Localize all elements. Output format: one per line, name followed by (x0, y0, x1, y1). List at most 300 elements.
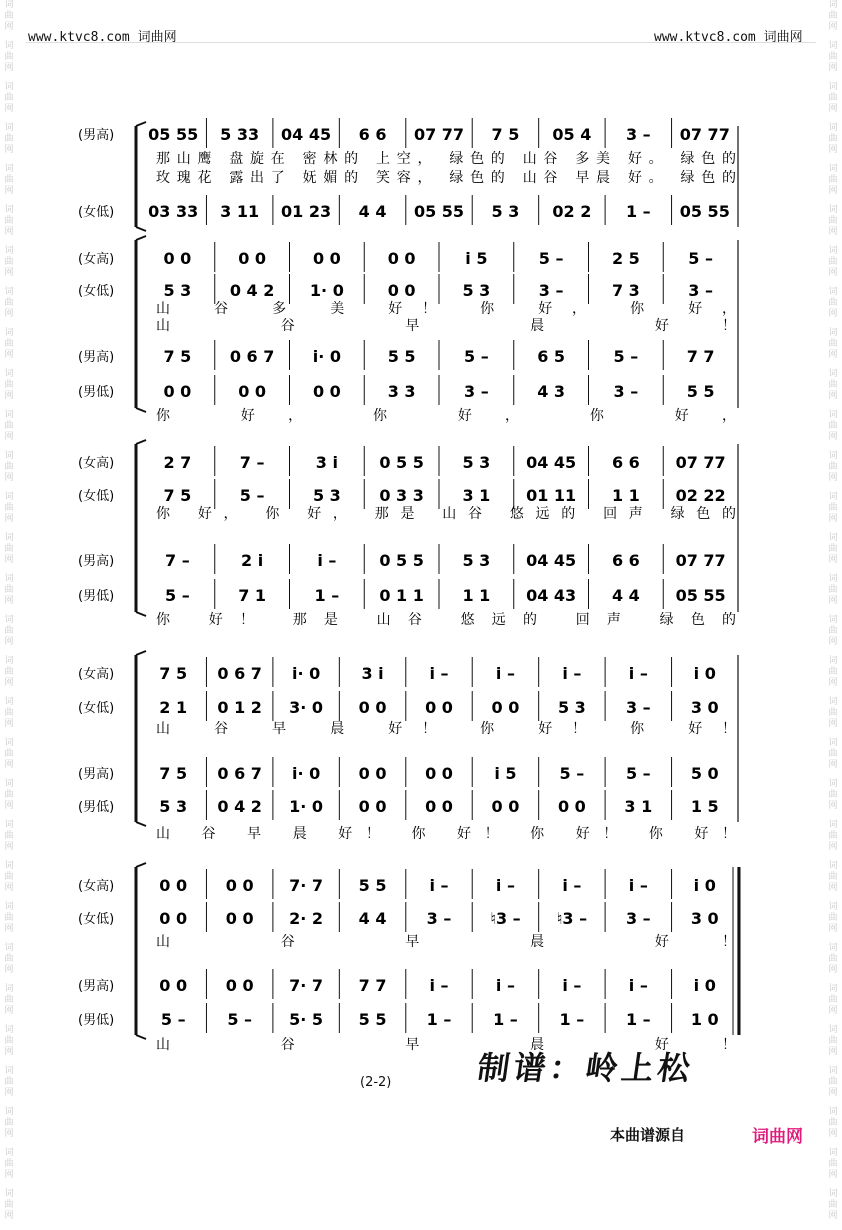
watermark-glyph: 网 (828, 596, 838, 606)
watermark-glyph: 曲 (828, 708, 838, 718)
measure-notes: 5 5 (387, 347, 416, 366)
measure-notes: i – (495, 876, 515, 895)
part-label: (女高) (78, 879, 115, 894)
measure-notes: i – (628, 664, 648, 683)
bracket-hook-bottom (136, 1035, 146, 1039)
measure-notes: 3 0 (690, 698, 719, 717)
watermark-glyph: 词 (828, 246, 838, 256)
measure-notes: i – (562, 876, 582, 895)
watermark-glyph: 网 (4, 145, 14, 155)
measure-notes: 5 33 (220, 125, 260, 144)
measure-notes: 7 5 (163, 347, 192, 366)
watermark-glyph: 网 (4, 842, 14, 852)
part-label: (女低) (78, 489, 115, 504)
watermark-glyph: 网 (4, 965, 14, 975)
measure-notes: i 5 (494, 764, 517, 783)
watermark-glyph: 曲 (828, 1159, 838, 1169)
watermark-glyph: 曲 (4, 52, 14, 62)
measure-notes: 3 – (613, 382, 639, 401)
measure-notes: 1 – (625, 1010, 651, 1029)
watermark-glyph: 网 (4, 1170, 14, 1180)
watermark-glyph: 网 (4, 801, 14, 811)
watermark-glyph: 曲 (4, 544, 14, 554)
measure-notes: 07 77 (679, 125, 730, 144)
measure-notes: i – (628, 976, 648, 995)
measure-notes: 0 0 (557, 797, 586, 816)
measure-notes: 3 3 (387, 382, 416, 401)
measure-notes: 1 – (314, 586, 340, 605)
bracket-hook-top (136, 651, 146, 655)
lyric-line: 山 谷 早 晨 好！ 你 好！ 你 好！ 你 好！ (156, 826, 736, 842)
part-label: (女高) (78, 667, 115, 682)
watermark-glyph: 网 (4, 227, 14, 237)
watermark-glyph: 网 (4, 555, 14, 565)
bracket-hook-bottom (136, 408, 146, 412)
watermark-gap (826, 1222, 840, 1230)
lyric-line: 山 谷 早 晨 好！ (156, 934, 737, 950)
measure-notes: i 0 (693, 876, 716, 895)
watermark-glyph: 曲 (828, 954, 838, 964)
watermark-glyph: 网 (4, 1006, 14, 1016)
watermark-glyph: 网 (828, 883, 838, 893)
watermark-glyph: 曲 (4, 298, 14, 308)
measure-notes: i – (429, 976, 449, 995)
measure-notes: 1 1 (611, 486, 640, 505)
measure-notes: 1 – (426, 1010, 452, 1029)
measure-notes: i – (562, 976, 582, 995)
part-label: (男高) (78, 350, 115, 365)
measure-notes: 04 45 (281, 125, 332, 144)
watermark-glyph: 词 (4, 492, 14, 502)
watermark-glyph: 网 (4, 1211, 14, 1221)
watermark-glyph: 网 (4, 309, 14, 319)
watermark-glyph: 网 (828, 391, 838, 401)
bracket-hook-top (136, 122, 146, 126)
lyric-line: 那山鹰 盘旋在 密林的 上空， 绿色的 山谷 多美 好。 绿色的 (156, 151, 736, 167)
measure-notes: 5 3 (491, 202, 520, 221)
measure-notes: 0 4 2 (217, 797, 262, 816)
watermark-glyph: 词 (828, 738, 838, 748)
watermark-glyph: 词 (828, 1148, 838, 1158)
measure-notes: i – (429, 876, 449, 895)
watermark-glyph: 曲 (828, 298, 838, 308)
watermark-glyph: 网 (828, 924, 838, 934)
signature: 制谱：岭上松 (475, 1049, 697, 1087)
measure-notes: 6 6 (358, 125, 387, 144)
measure-notes: 05 55 (675, 586, 726, 605)
lyric-line: 玫瑰花 露出了 妩媚的 笑容， 绿色的 山谷 早晨 好。 绿色的 (156, 170, 736, 186)
bracket-hook-top (136, 863, 146, 867)
watermark-glyph: 词 (828, 328, 838, 338)
watermark-glyph: 网 (828, 432, 838, 442)
watermark-glyph: 网 (828, 1047, 838, 1057)
watermark-glyph: 曲 (4, 421, 14, 431)
watermark-glyph: 曲 (828, 585, 838, 595)
watermark-glyph: 曲 (4, 380, 14, 390)
watermark-glyph: 曲 (828, 1118, 838, 1128)
measure-notes: i· 0 (312, 347, 342, 366)
watermark-glyph: 词 (4, 738, 14, 748)
watermark-glyph: 网 (828, 63, 838, 73)
part-label: (男高) (78, 767, 115, 782)
measure-notes: 3 – (625, 909, 651, 928)
watermark-glyph: 词 (4, 820, 14, 830)
watermark-gap (2, 1181, 16, 1189)
measure-notes: 5 3 (163, 281, 192, 300)
measure-notes: 0 0 (238, 249, 267, 268)
measure-notes: 7 3 (611, 281, 640, 300)
measure-notes: 0 5 5 (379, 551, 424, 570)
measure-notes: 7 – (165, 551, 190, 570)
watermark-glyph: 曲 (828, 831, 838, 841)
measure-notes: 05 4 (552, 125, 592, 144)
watermark-glyph: 曲 (4, 995, 14, 1005)
brand-link[interactable]: 词曲网 (752, 1127, 803, 1147)
measure-notes: 5 5 (686, 382, 715, 401)
measure-notes: 0 0 (491, 698, 520, 717)
measure-notes: ♮3 – (556, 909, 588, 928)
measure-notes: 6 6 (611, 551, 640, 570)
watermark-glyph: 词 (828, 697, 838, 707)
measure-notes: 0 6 7 (217, 764, 262, 783)
part-label: (女低) (78, 205, 115, 220)
lyric-line: 山 谷 多 美 好！ 你 好， 你 好， (156, 301, 736, 317)
measure-notes: 5 – (165, 586, 190, 605)
watermark-glyph: 词 (4, 902, 14, 912)
measure-notes: 5 0 (690, 764, 719, 783)
watermark-glyph: 词 (828, 1107, 838, 1117)
watermark-gap (826, 1099, 840, 1107)
measure-notes: 0 0 (425, 698, 453, 717)
measure-notes: 1 0 (690, 1010, 719, 1029)
watermark-glyph: 词 (4, 1189, 14, 1199)
measure-notes: 4 4 (358, 202, 387, 221)
measure-notes: 02 2 (552, 202, 592, 221)
watermark-glyph: 曲 (828, 93, 838, 103)
watermark-glyph: 词 (828, 205, 838, 215)
measure-notes: 0 0 (159, 976, 188, 995)
watermark-glyph: 词 (4, 246, 14, 256)
watermark-glyph: 曲 (828, 339, 838, 349)
measure-notes: 0 0 (159, 876, 188, 895)
measure-notes: 3 – (688, 281, 713, 300)
watermark-glyph: 曲 (828, 134, 838, 144)
watermark-glyph: 词 (4, 1066, 14, 1076)
part-label: (男低) (78, 385, 115, 400)
watermark-glyph: 网 (4, 719, 14, 729)
watermark-glyph: 曲 (828, 503, 838, 513)
measure-notes: 0 3 3 (379, 486, 424, 505)
part-label: (女高) (78, 252, 115, 267)
measure-notes: 0 0 (163, 382, 192, 401)
watermark-glyph: 曲 (4, 749, 14, 759)
measure-notes: 6 6 (611, 453, 640, 472)
watermark-glyph: 曲 (4, 954, 14, 964)
watermark-glyph: 词 (828, 41, 838, 51)
bracket-hook-top (136, 236, 146, 240)
measure-notes: 0 0 (491, 797, 520, 816)
measure-notes: 5 – (613, 347, 639, 366)
measure-notes: 01 23 (281, 202, 332, 221)
measure-notes: 3 – (426, 909, 452, 928)
watermark-glyph: 词 (828, 984, 838, 994)
watermark-glyph: 网 (4, 1088, 14, 1098)
measure-notes: 0 0 (238, 382, 267, 401)
measure-notes: 01 11 (526, 486, 577, 505)
measure-notes: 2 i (241, 551, 264, 570)
watermark-glyph: 曲 (4, 1077, 14, 1087)
watermark-glyph: 网 (828, 1088, 838, 1098)
watermark-glyph: 网 (4, 1129, 14, 1139)
lyric-line: 你 好， 你 好， 那是 山谷 悠远的 回声 绿色的 (156, 506, 737, 522)
measure-notes: 7 7 (686, 347, 715, 366)
measure-notes: 0 0 (159, 909, 188, 928)
watermark-glyph: 词 (4, 779, 14, 789)
watermark-glyph: 网 (4, 678, 14, 688)
watermark-glyph: 词 (4, 369, 14, 379)
measure-notes: 0 0 (225, 976, 254, 995)
watermark-glyph: 词 (828, 861, 838, 871)
watermark-glyph: 网 (828, 350, 838, 360)
bracket-hook-top (136, 440, 146, 444)
measure-notes: 0 0 (358, 797, 387, 816)
page-number: (2-2) (360, 1075, 392, 1090)
watermark-glyph: 词 (4, 41, 14, 51)
measure-notes: 1 1 (462, 586, 491, 605)
watermark-glyph: 词 (4, 1025, 14, 1035)
part-label: (男高) (78, 554, 115, 569)
measure-notes: 0 1 1 (379, 586, 424, 605)
watermark-glyph: 词 (828, 492, 838, 502)
watermark-glyph: 网 (828, 514, 838, 524)
watermark-glyph: 曲 (828, 216, 838, 226)
watermark-glyph: 曲 (828, 995, 838, 1005)
watermark-glyph: 词 (4, 287, 14, 297)
watermark-glyph: 网 (828, 309, 838, 319)
watermark-glyph: 网 (4, 924, 14, 934)
measure-notes: 5 3 (462, 453, 491, 472)
part-label: (男高) (78, 979, 115, 994)
measure-notes: 6 5 (537, 347, 566, 366)
measure-notes: 5 3 (462, 281, 491, 300)
measure-notes: 0 0 (312, 382, 341, 401)
watermark-glyph: 网 (4, 268, 14, 278)
measure-notes: 3 11 (220, 202, 260, 221)
watermark-glyph: 曲 (4, 462, 14, 472)
watermark-glyph: 网 (4, 22, 14, 32)
watermark-glyph: 曲 (828, 626, 838, 636)
watermark-glyph: 网 (4, 186, 14, 196)
watermark-glyph: 网 (828, 637, 838, 647)
watermark-glyph: 词 (828, 0, 838, 10)
lyric-line: 你 好， 你 好， 你 好， (156, 408, 736, 424)
measure-notes: 3 1 (462, 486, 491, 505)
bracket-hook-bottom (136, 822, 146, 826)
watermark-glyph: 曲 (4, 790, 14, 800)
watermark-glyph: 网 (828, 104, 838, 114)
watermark-glyph: 网 (828, 227, 838, 237)
measure-notes: 5 – (227, 1010, 253, 1029)
watermark-glyph: 曲 (828, 380, 838, 390)
part-label: (女低) (78, 912, 115, 927)
watermark-glyph: 词 (4, 123, 14, 133)
watermark-glyph: 网 (828, 965, 838, 975)
watermark-glyph: 网 (4, 391, 14, 401)
measure-notes: i· 0 (291, 764, 321, 783)
measure-notes: 3 – (464, 382, 489, 401)
measure-notes: 0 0 (358, 698, 387, 717)
header-site-left[interactable]: www.ktvc8.com 词曲网 (28, 30, 177, 45)
watermark-glyph: 词 (4, 82, 14, 92)
watermark-glyph: 网 (828, 145, 838, 155)
part-label: (女高) (78, 456, 115, 471)
watermark-glyph: 曲 (4, 1118, 14, 1128)
measure-notes: 5 – (625, 764, 651, 783)
watermark-glyph: 曲 (4, 503, 14, 513)
watermark-glyph: 曲 (4, 1036, 14, 1046)
measure-notes: 04 45 (526, 551, 577, 570)
measure-notes: 7 5 (491, 125, 520, 144)
watermark-glyph: 网 (4, 104, 14, 114)
watermark-glyph: 网 (4, 760, 14, 770)
watermark-glyph: 网 (828, 1170, 838, 1180)
part-label: (女低) (78, 701, 115, 716)
watermark-glyph: 词 (828, 1025, 838, 1035)
watermark-glyph: 词 (4, 451, 14, 461)
part-label: (男低) (78, 589, 115, 604)
watermark-glyph: 网 (828, 22, 838, 32)
watermark-glyph: 词 (828, 287, 838, 297)
watermark-glyph: 网 (4, 432, 14, 442)
measure-notes: 02 22 (675, 486, 726, 505)
measure-notes: 2 7 (163, 453, 192, 472)
watermark-glyph: 词 (828, 123, 838, 133)
measure-notes: 5 – (464, 347, 489, 366)
measure-notes: 05 55 (148, 125, 199, 144)
watermark-glyph: 曲 (828, 544, 838, 554)
measure-notes: 5 – (160, 1010, 186, 1029)
measure-notes: 7 5 (159, 664, 188, 683)
measure-notes: 0 0 (163, 249, 192, 268)
watermark-glyph: 曲 (4, 585, 14, 595)
measure-notes: 04 43 (526, 586, 577, 605)
measure-notes: 05 55 (413, 202, 465, 221)
watermark-glyph: 词 (828, 369, 838, 379)
measure-notes: 0 6 7 (229, 347, 275, 366)
watermark-glyph: 词 (4, 164, 14, 174)
measure-notes: 1· 0 (289, 797, 324, 816)
measure-notes: 0 0 (425, 797, 453, 816)
measure-notes: 7 5 (159, 764, 188, 783)
measure-notes: 07 77 (675, 453, 726, 472)
watermark-glyph: 网 (828, 1211, 838, 1221)
watermark-glyph: 网 (4, 514, 14, 524)
measure-notes: 0 6 7 (217, 664, 262, 683)
watermark-glyph: 词 (4, 533, 14, 543)
measure-notes: i 0 (693, 664, 716, 683)
watermark-glyph: 词 (4, 697, 14, 707)
watermark-glyph: 网 (828, 1006, 838, 1016)
measure-notes: 2 1 (159, 698, 188, 717)
watermark-glyph: 词 (4, 615, 14, 625)
watermark-glyph: 网 (828, 719, 838, 729)
watermark-glyph: 曲 (828, 257, 838, 267)
watermark-glyph: 曲 (4, 257, 14, 267)
watermark-glyph: 曲 (828, 913, 838, 923)
measure-notes: 7 7 (358, 976, 387, 995)
watermark-glyph: 词 (4, 1148, 14, 1158)
measure-notes: 5 3 (462, 551, 491, 570)
measure-notes: 1 – (493, 1010, 518, 1029)
watermark-glyph: 网 (4, 883, 14, 893)
watermark-glyph: 曲 (828, 421, 838, 431)
watermark-glyph: 网 (4, 473, 14, 483)
measure-notes: i – (562, 664, 582, 683)
measure-notes: 0 0 (387, 249, 416, 268)
watermark-glyph: 曲 (828, 872, 838, 882)
watermark-glyph: 曲 (4, 872, 14, 882)
measure-notes: 1 – (559, 1010, 585, 1029)
watermark-glyph: 曲 (4, 626, 14, 636)
watermark-glyph: 曲 (828, 1200, 838, 1210)
measure-notes: 7· 7 (289, 976, 324, 995)
watermark-glyph: 词 (828, 451, 838, 461)
measure-notes: 04 45 (526, 453, 577, 472)
watermark-glyph: 网 (4, 350, 14, 360)
watermark-glyph: 网 (4, 596, 14, 606)
watermark-glyph: 曲 (828, 175, 838, 185)
part-label: (女低) (78, 284, 115, 299)
measure-notes: 5 5 (358, 1010, 387, 1029)
measure-notes: 2· 2 (289, 909, 324, 928)
watermark-glyph: 词 (4, 574, 14, 584)
watermark-glyph: 网 (828, 186, 838, 196)
watermark-glyph: 网 (4, 637, 14, 647)
measure-notes: 3 – (538, 281, 564, 300)
measure-notes: 3 i (361, 664, 384, 683)
watermark-glyph: 曲 (828, 1077, 838, 1087)
watermark-gap (2, 1140, 16, 1148)
measure-notes: 5· 5 (289, 1010, 324, 1029)
measure-notes: 5 5 (358, 876, 387, 895)
measure-notes: 5 – (688, 249, 713, 268)
header-site-right[interactable]: www.ktvc8.com 词曲网 (654, 30, 803, 45)
measure-notes: 07 77 (675, 551, 726, 570)
measure-notes: 7 – (239, 453, 265, 472)
bracket-hook-bottom (136, 612, 146, 616)
watermark-glyph: 词 (828, 1066, 838, 1076)
watermark-glyph: 词 (4, 1107, 14, 1117)
measure-notes: 1 – (625, 202, 651, 221)
measure-notes: 3 0 (690, 909, 719, 928)
watermark-glyph: 曲 (828, 52, 838, 62)
watermark-glyph: 网 (4, 63, 14, 73)
measure-notes: 3· 0 (289, 698, 324, 717)
part-label: (男低) (78, 800, 115, 815)
measure-notes: i – (429, 664, 449, 683)
part-label: (男低) (78, 1013, 115, 1028)
watermark-glyph: 词 (4, 984, 14, 994)
measure-notes: 0 0 (425, 764, 453, 783)
watermark-gap (826, 1181, 840, 1189)
watermark-glyph: 词 (4, 861, 14, 871)
watermark-glyph: 词 (4, 410, 14, 420)
watermark-glyph: 网 (828, 268, 838, 278)
measure-notes: i – (317, 551, 337, 570)
watermark-glyph: 曲 (4, 1159, 14, 1169)
measure-notes: ♮3 – (490, 909, 521, 928)
measure-notes: 0 1 2 (217, 698, 262, 717)
